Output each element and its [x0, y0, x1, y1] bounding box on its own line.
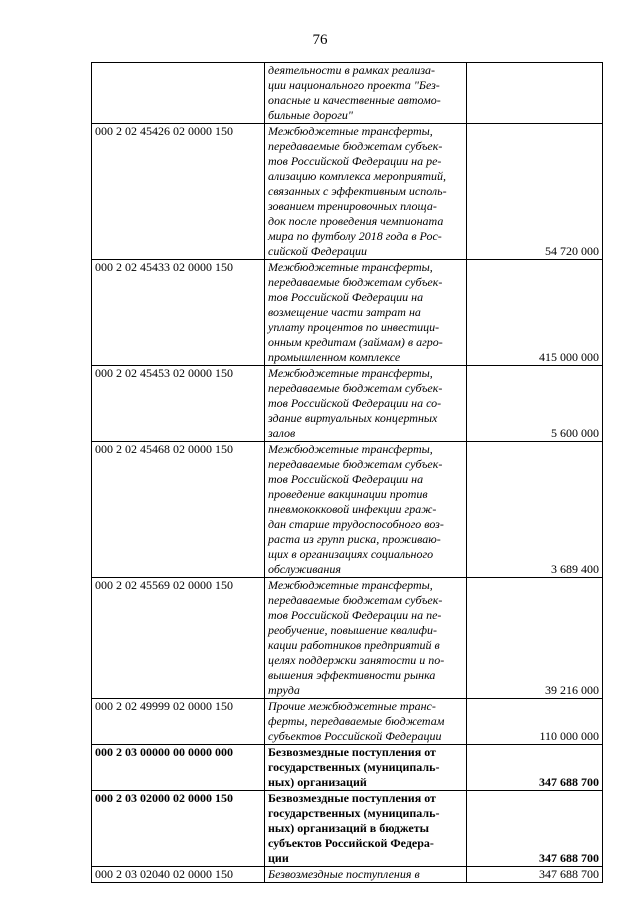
table-row [92, 442, 603, 578]
description-line: деятельности в рамках реализа- [268, 63, 436, 77]
table-row [92, 791, 603, 867]
description-line: связанных с эффективным исполь- [268, 184, 447, 198]
description-line: тов Российской Федерации на [268, 290, 424, 304]
revenue-description [265, 63, 467, 124]
description-line: субъектов Российской Федера- [268, 836, 434, 850]
budget-classification-code [92, 63, 265, 124]
description-line: Межбюджетные трансферты, [268, 124, 433, 138]
budget-classification-code: 000 2 03 02040 02 0000 150 [92, 867, 265, 883]
table-row [92, 867, 603, 883]
revenue-description [265, 791, 467, 867]
amount: 39 216 000 [467, 578, 603, 699]
amount: 415 000 000 [467, 260, 603, 366]
amount: 347 688 700 [467, 867, 603, 883]
description-line: государственных (муниципаль- [268, 760, 440, 774]
description-line: ции национального проекта "Без- [268, 78, 440, 92]
revenue-description [265, 699, 467, 745]
description-line: промышленном комплексе [268, 350, 401, 364]
budget-classification-code: 000 2 02 45433 02 0000 150 [92, 260, 265, 366]
revenue-description [265, 442, 467, 578]
amount: 347 688 700 [467, 791, 603, 867]
budget-classification-code: 000 2 02 45453 02 0000 150 [92, 366, 265, 442]
description-line: залов [268, 426, 296, 440]
budget-revenue-table [91, 62, 603, 883]
budget-classification-code: 000 2 03 00000 00 0000 000 [92, 745, 265, 791]
budget-classification-code: 000 2 02 45426 02 0000 150 [92, 124, 265, 260]
description-line: ферты, передаваемые бюджетам [268, 714, 445, 728]
revenue-description [265, 867, 467, 883]
description-line: Межбюджетные трансферты, [268, 578, 433, 592]
description-line: обслуживания [268, 562, 341, 576]
description-line: ализацию комплекса мероприятий, [268, 169, 446, 183]
description-line: док после проведения чемпионата [268, 214, 444, 228]
budget-classification-code: 000 2 03 02000 02 0000 150 [92, 791, 265, 867]
description-line: возмещение части затрат на [268, 305, 421, 319]
amount: 347 688 700 [467, 745, 603, 791]
description-line: Межбюджетные трансферты, [268, 366, 433, 380]
description-line: целях поддержки занятости и по- [268, 653, 445, 667]
amount: 54 720 000 [467, 124, 603, 260]
description-line: Безвозмездные поступления от [268, 791, 436, 805]
description-line: кации работников предприятий в [268, 638, 440, 652]
description-line: тов Российской Федерации на со- [268, 396, 442, 410]
description-line: дан старше трудоспособного воз- [268, 517, 444, 531]
budget-classification-code: 000 2 02 45468 02 0000 150 [92, 442, 265, 578]
description-line: здание виртуальных концертных [268, 411, 438, 425]
description-line: ных) организаций [268, 775, 367, 789]
budget-classification-code: 000 2 02 45569 02 0000 150 [92, 578, 265, 699]
description-line: уплату процентов по инвестици- [268, 320, 440, 334]
amount: 3 689 400 [467, 442, 603, 578]
description-line: передаваемые бюджетам субъек- [268, 381, 443, 395]
table-row [92, 699, 603, 745]
amount: 5 600 000 [467, 366, 603, 442]
description-line: передаваемые бюджетам субъек- [268, 275, 443, 289]
description-line: реобучение, повышение квалифи- [268, 623, 438, 637]
description-line: передаваемые бюджетам субъек- [268, 457, 443, 471]
page-number: 76 [312, 32, 328, 48]
amount: 110 000 000 [467, 699, 603, 745]
table-row [92, 745, 603, 791]
description-line: бильные дороги" [268, 108, 353, 122]
description-line: ных) организаций в бюджеты [268, 821, 429, 835]
description-line: зованием тренировочных площа- [268, 199, 437, 213]
description-line: Межбюджетные трансферты, [268, 260, 433, 274]
description-line: онным кредитам (займам) в агро- [268, 335, 443, 349]
revenue-description [265, 366, 467, 442]
description-line: щих в организациях социального [268, 547, 434, 561]
description-line: Безвозмездные поступления от [268, 745, 436, 759]
description-line: сийской Федерации [268, 244, 368, 258]
description-line: Межбюджетные трансферты, [268, 442, 433, 456]
description-line: вышения эффективности рынка [268, 668, 436, 682]
description-line: тов Российской Федерации на ре- [268, 154, 442, 168]
description-line: субъектов Российской Федерации [268, 729, 442, 743]
revenue-description [265, 260, 467, 366]
description-line: раста из групп риска, проживаю- [268, 532, 441, 546]
table-row [92, 124, 603, 260]
description-line: государственных (муниципаль- [268, 806, 440, 820]
table-row [92, 578, 603, 699]
revenue-description [265, 578, 467, 699]
table-row [92, 366, 603, 442]
description-line: тов Российской Федерации на [268, 472, 424, 486]
table-row [92, 260, 603, 366]
amount [467, 63, 603, 124]
revenue-description [265, 745, 467, 791]
description-line: передаваемые бюджетам субъек- [268, 593, 443, 607]
description-line: Прочие межбюджетные транс- [268, 699, 436, 713]
description-line: пневмококковой инфекции граж- [268, 502, 437, 516]
revenue-description [265, 124, 467, 260]
description-line: передаваемые бюджетам субъек- [268, 139, 443, 153]
budget-classification-code: 000 2 02 49999 02 0000 150 [92, 699, 265, 745]
description-line: ции [268, 851, 289, 865]
description-line: Безвозмездные поступления в [268, 867, 420, 881]
description-line: тов Российской Федерации на пе- [268, 608, 442, 622]
description-line: опасные и качественные автомо- [268, 93, 441, 107]
description-line: проведение вакцинации против [268, 487, 428, 501]
description-line: труда [268, 683, 300, 697]
table-body [92, 63, 603, 883]
description-line: мира по футболу 2018 года в Рос- [268, 229, 442, 243]
table-row [92, 63, 603, 124]
